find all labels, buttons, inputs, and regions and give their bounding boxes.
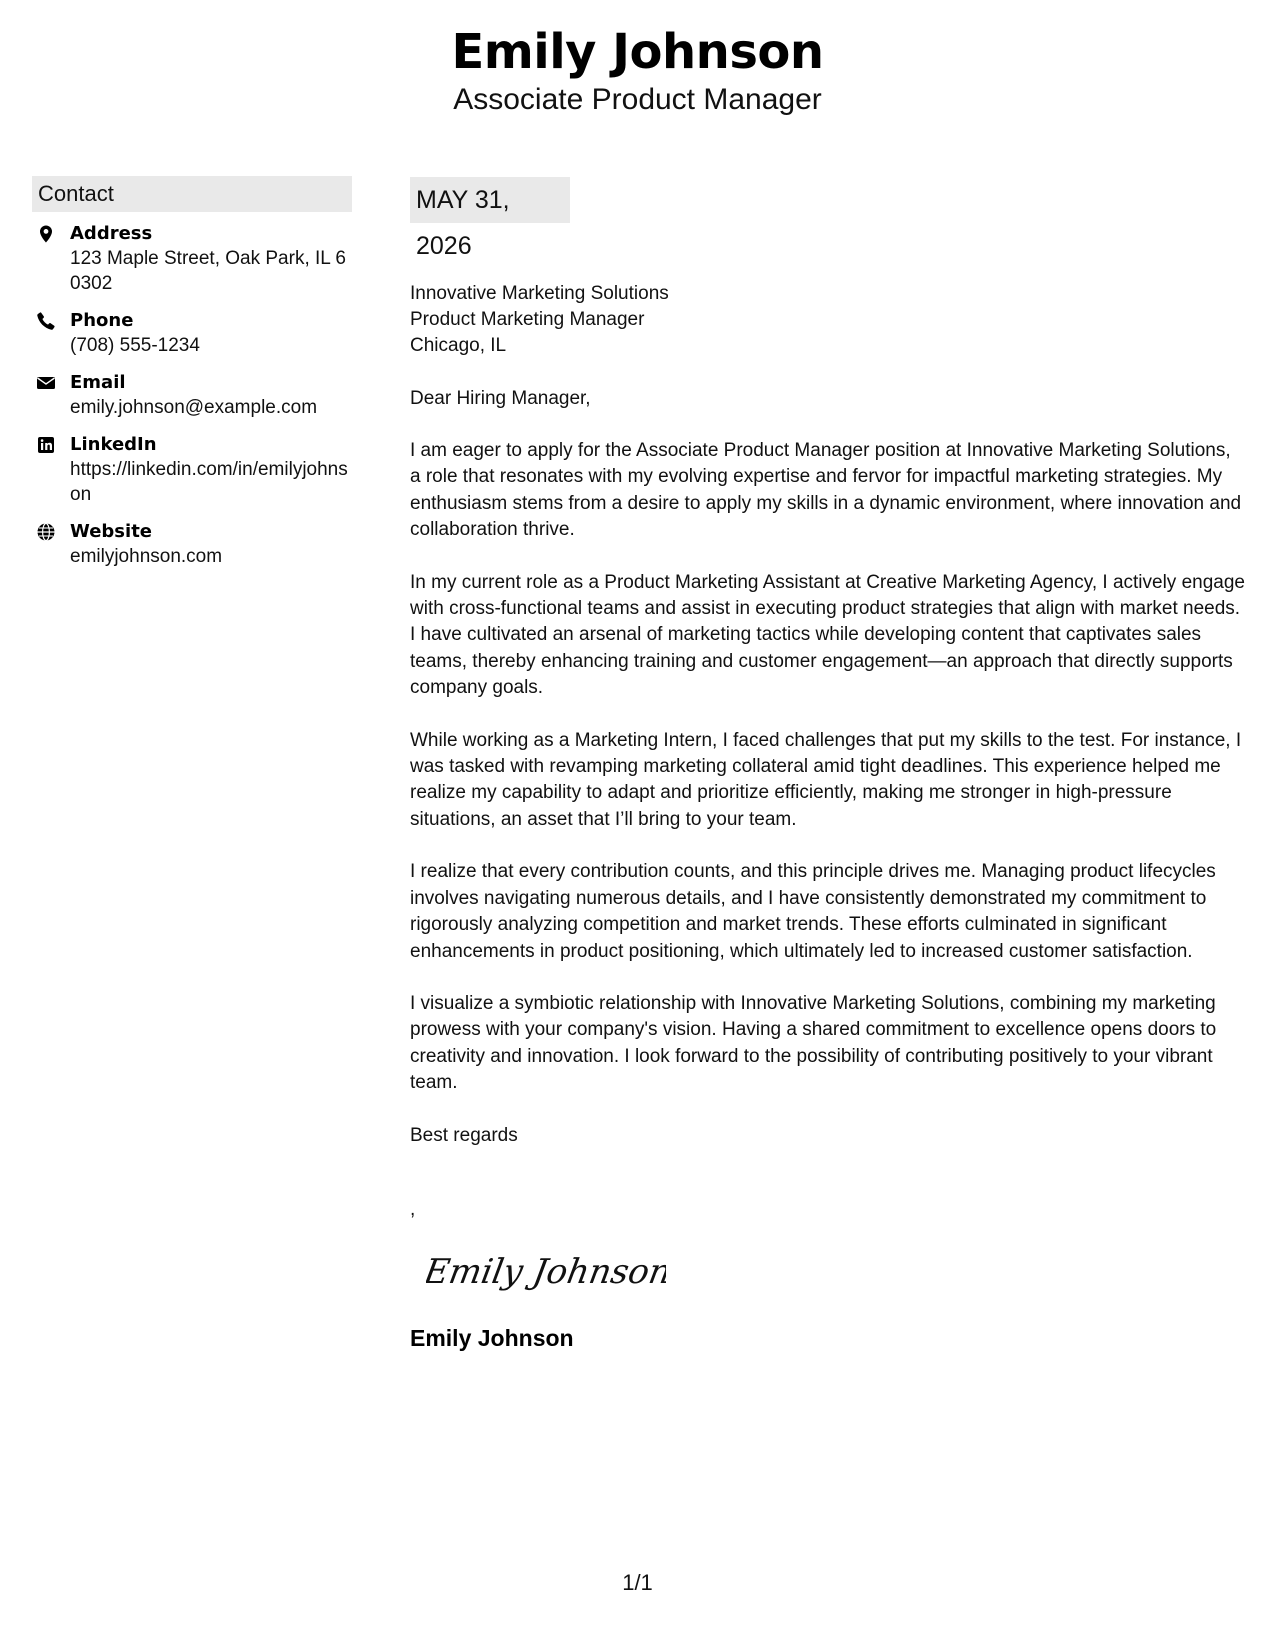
contact-list	[32, 222, 352, 569]
address-value: 123 Maple Street, Oak Park, IL 60302	[70, 248, 346, 294]
contact-item-linkedin	[32, 433, 352, 507]
contact-sidebar	[32, 176, 352, 582]
linkedin-value[interactable]: https://linkedin.com/in/emilyjohnson	[70, 459, 348, 505]
contact-item-website	[32, 520, 352, 569]
closing: Best regards	[410, 1124, 518, 1146]
phone-value: (708) 555-1234	[70, 335, 200, 356]
handwritten-signature	[426, 1241, 666, 1301]
contact-item-address	[32, 222, 352, 296]
contact-label: Website	[70, 521, 153, 542]
letter-paragraph: In my current role as a Product Marketing Assistant at Creative Marketing Agency, I actively engage with cross-functional teams and assist in executing product strategies that align with market needs. I have cultivated an arsenal of marketing tactics while developing content that captivates sales teams, thereby enhancing training and customer engagement—an approach that directly supports company goals.	[410, 571, 1245, 699]
letter-paragraph: I am eager to apply for the Associate Product Manager position at Innovative Marketing Solutions, a role that resonates with my evolving expertise and fervor for impactful marketing strategies. My enthusiasm stems from a desire to apply my skills in a dynamic environment, where innovation and collaboration thrive.	[410, 440, 1242, 541]
contact-item-email	[32, 371, 352, 420]
job-title: Associate Product Manager	[453, 83, 822, 116]
contact-section-title: Contact	[32, 176, 352, 212]
closing-comma: ,	[410, 1198, 416, 1220]
email-value[interactable]: emily.johnson@example.com	[70, 397, 318, 418]
signature-text: Emily Johnson	[426, 1251, 666, 1292]
recipient-location: Chicago, IL	[410, 335, 507, 356]
contact-label: LinkedIn	[70, 434, 157, 455]
linkedin-icon	[36, 435, 58, 457]
letter-paragraph: I realize that every contribution counts, and this principle drives me. Managing product lifecycles involves navigating numerous details, and I have consistently demonstrated my commitment to rigorously analyzing competition and market trends. These efforts culminated in significant enhancements in product positioning, which ultimately led to increased customer satisfaction.	[410, 861, 1216, 962]
contact-label: Address	[70, 223, 153, 244]
recipient-block	[410, 281, 1245, 359]
page-number: 1/1	[622, 1570, 653, 1595]
recipient-company: Innovative Marketing Solutions	[410, 283, 669, 304]
contact-label: Phone	[70, 310, 134, 331]
phone-icon	[36, 311, 58, 333]
globe-icon	[36, 522, 58, 544]
map-pin-icon	[36, 224, 58, 246]
letter-body	[410, 177, 1245, 1352]
greeting: Dear Hiring Manager,	[410, 388, 591, 409]
envelope-icon	[36, 373, 58, 395]
letter-paragraph: While working as a Marketing Intern, I faced challenges that put my skills to the test. For instance, I was tasked with revamping marketing collateral amid tight deadlines. This experience helped me realize my capability to adapt and prioritize efficiently, making me stronger in high-pressure situations, an asset that I’ll bring to your team.	[410, 729, 1242, 830]
recipient-role: Product Marketing Manager	[410, 309, 645, 330]
letter-date: MAY 31, 2026	[410, 177, 570, 223]
contact-item-phone	[32, 309, 352, 358]
signer-name: Emily Johnson	[410, 1324, 574, 1351]
website-value[interactable]: emilyjohnson.com	[70, 546, 223, 567]
applicant-name: Emily Johnson	[451, 24, 824, 80]
letter-paragraph: I visualize a symbiotic relationship with Innovative Marketing Solutions, combining my marketing prowess with your company's vision. Having a shared commitment to excellence opens doors to creativity and innovation. I look forward to the possibility of contributing positively to your vibrant team.	[410, 992, 1217, 1094]
contact-label: Email	[70, 372, 126, 393]
header	[0, 22, 1275, 118]
